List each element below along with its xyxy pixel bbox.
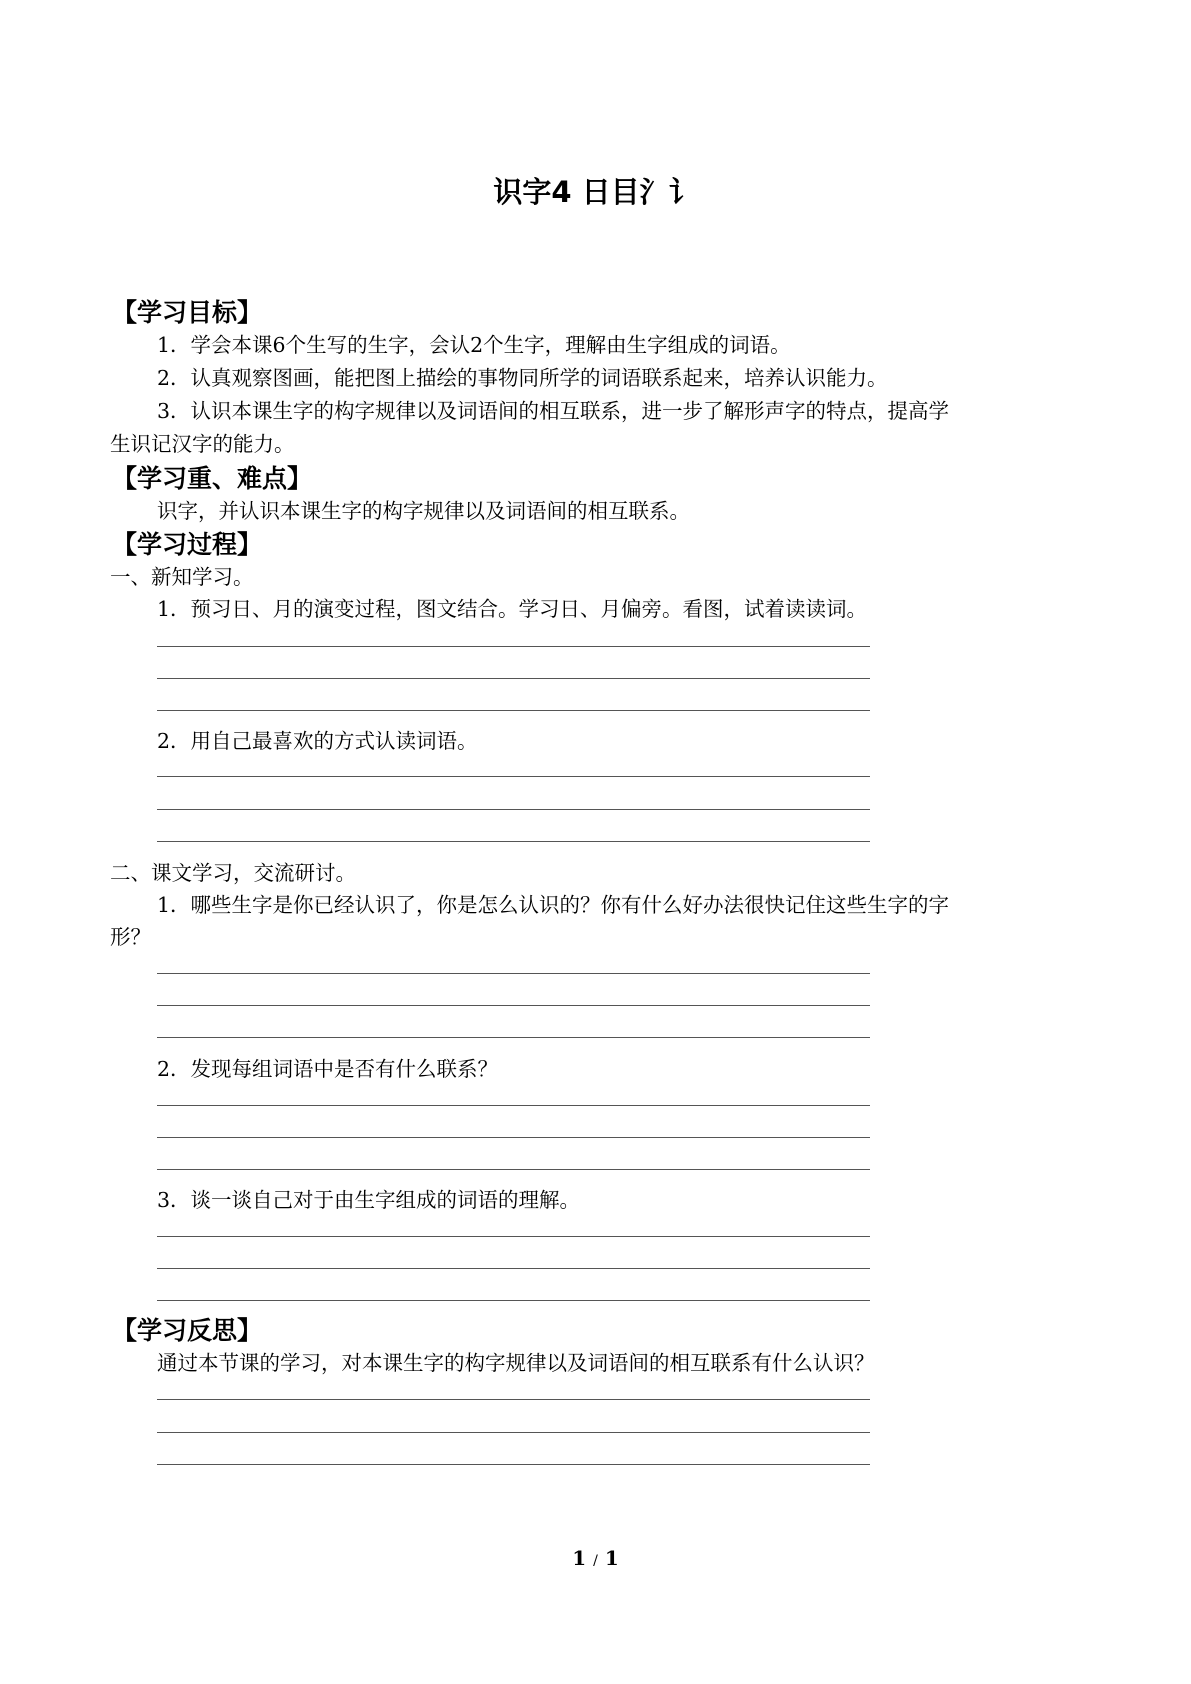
objective-item-3: 3．认识本课生字的构字规律以及词语间的相互联系，进一步了解形声字的特点，提高学 bbox=[157, 399, 950, 423]
answer-line bbox=[157, 1268, 870, 1269]
key-points-text: 识字，并认识本课生字的构字规律以及词语间的相互联系。 bbox=[157, 499, 690, 523]
current-page: 1 bbox=[572, 1546, 587, 1570]
part2-question-1-cont: 形？ bbox=[110, 925, 151, 949]
part1-question-2: 2．用自己最喜欢的方式认读词语。 bbox=[157, 729, 478, 753]
objective-item-3-cont: 生识记汉字的能力。 bbox=[110, 432, 295, 456]
part2-question-2: 2．发现每组词语中是否有什么联系？ bbox=[157, 1057, 499, 1081]
part1-question-1: 1．预习日、月的演变过程，图文结合。学习日、月偏旁。看图，试着读读词。 bbox=[157, 597, 868, 621]
answer-line bbox=[157, 1300, 870, 1301]
answer-line bbox=[157, 1464, 870, 1465]
answer-line bbox=[157, 1236, 870, 1237]
part2-question-3: 3．谈一谈自己对于由生字组成的词语的理解。 bbox=[157, 1188, 581, 1212]
part2-title: 二、课文学习，交流研讨。 bbox=[110, 861, 356, 885]
answer-line bbox=[157, 710, 870, 711]
answer-line bbox=[157, 809, 870, 810]
objective-item-1: 1．学会本课6个生写的生字，会认2个生字，理解由生字组成的词语。 bbox=[157, 333, 791, 357]
reflection-heading: 【学习反思】 bbox=[112, 1316, 263, 1345]
answer-line bbox=[157, 1137, 870, 1138]
answer-line bbox=[157, 1105, 870, 1106]
part2-question-1: 1．哪些生字是你已经认识了，你是怎么认识的？你有什么好办法很快记住这些生字的字 bbox=[157, 893, 950, 917]
part1-title: 一、新知学习。 bbox=[110, 565, 254, 589]
answer-line bbox=[157, 1169, 870, 1170]
answer-line bbox=[157, 1037, 870, 1038]
page-separator: / bbox=[593, 1553, 598, 1569]
answer-line bbox=[157, 841, 870, 842]
answer-line bbox=[157, 973, 870, 974]
answer-line bbox=[157, 678, 870, 679]
process-heading: 【学习过程】 bbox=[112, 530, 263, 559]
answer-line bbox=[157, 1005, 870, 1006]
objective-item-2: 2．认真观察图画，能把图上描绘的事物同所学的词语联系起来，培养认识能力。 bbox=[157, 366, 888, 390]
answer-line bbox=[157, 1399, 870, 1400]
answer-line bbox=[157, 776, 870, 777]
objectives-heading: 【学习目标】 bbox=[112, 298, 263, 327]
page-number bbox=[0, 1546, 1191, 1570]
total-pages: 1 bbox=[604, 1546, 619, 1570]
answer-line bbox=[157, 1432, 870, 1433]
page-title: 识字4 日目氵讠 bbox=[493, 175, 698, 209]
reflection-text: 通过本节课的学习，对本课生字的构字规律以及词语间的相互联系有什么认识？ bbox=[157, 1351, 875, 1375]
key-points-heading: 【学习重、难点】 bbox=[112, 464, 313, 493]
answer-line bbox=[157, 646, 870, 647]
